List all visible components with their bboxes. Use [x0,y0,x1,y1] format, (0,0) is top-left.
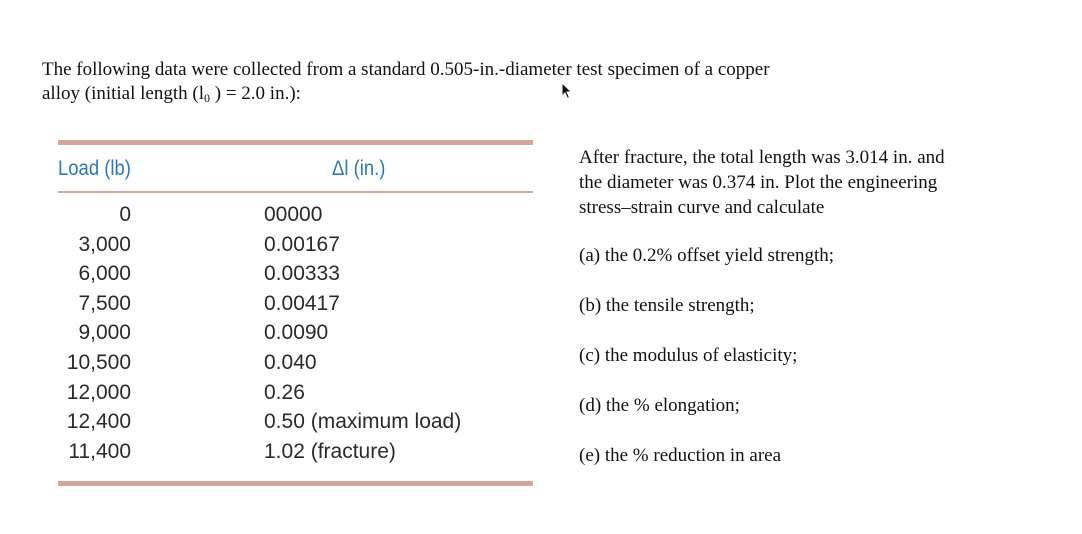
header-delta: Δl (in.) [332,157,386,180]
table-header [58,145,533,191]
cell-load: 10,500 [66,350,131,374]
question-a: (a) the 0.2% offset yield strength; [579,245,835,266]
cell-load: 12,000 [66,380,131,404]
question-d: (d) the % elongation; [579,395,740,416]
intro-line-2a: alloy (initial length (l [42,83,204,104]
table-row [58,408,533,438]
table-body [58,193,533,481]
table-row [58,231,533,261]
table-row [58,201,533,231]
cell-delta: 1.02 (fracture) [264,439,396,463]
table-row [58,438,533,468]
table-row [58,290,533,320]
intro-subscript: 0 [204,91,210,105]
header-load: Load (lb) [58,157,131,180]
cell-delta: 0.0090 [264,321,329,345]
table-row [58,349,533,379]
cell-delta: 0.00167 [264,232,340,256]
instructions-line-1: After fracture, the total length was 3.014 in. and [579,147,945,168]
cell-delta: 0.50 (maximum load) [264,410,462,434]
cell-load: 9,000 [78,321,131,345]
cell-load: 3,000 [78,232,131,256]
table-row [58,319,533,349]
mouse-cursor-icon [561,82,573,100]
problem-intro [42,58,1002,110]
cell-load: 0 [119,203,131,226]
instructions-line-2: the diameter was 0.374 in. Plot the engineering [579,172,938,193]
cell-load: 11,400 [68,439,131,463]
table-row [58,260,533,290]
cell-delta: 00000 [264,203,323,226]
cell-delta: 0.00417 [264,291,340,315]
cell-delta: 0.040 [264,350,317,374]
cell-delta: 0.00333 [264,262,340,286]
cell-load: 6,000 [78,262,131,286]
instructions-block [579,145,1049,220]
instructions-line-3: stress–strain curve and calculate [579,197,825,218]
table-row [58,379,533,409]
cell-load: 12,400 [66,410,131,434]
question-c: (c) the modulus of elasticity; [579,345,798,366]
data-table [58,140,533,486]
cell-delta: 0.26 [264,380,305,404]
cell-load: 7,500 [78,291,131,315]
intro-line-1: The following data were collected from a standard 0.505-in.-diameter test specimen of a copper [42,59,770,80]
table-bottom-rule [58,481,533,486]
question-b: (b) the tensile strength; [579,295,755,316]
question-e: (e) the % reduction in area [579,445,782,466]
intro-line-2b: ) = 2.0 in.): [210,83,301,104]
